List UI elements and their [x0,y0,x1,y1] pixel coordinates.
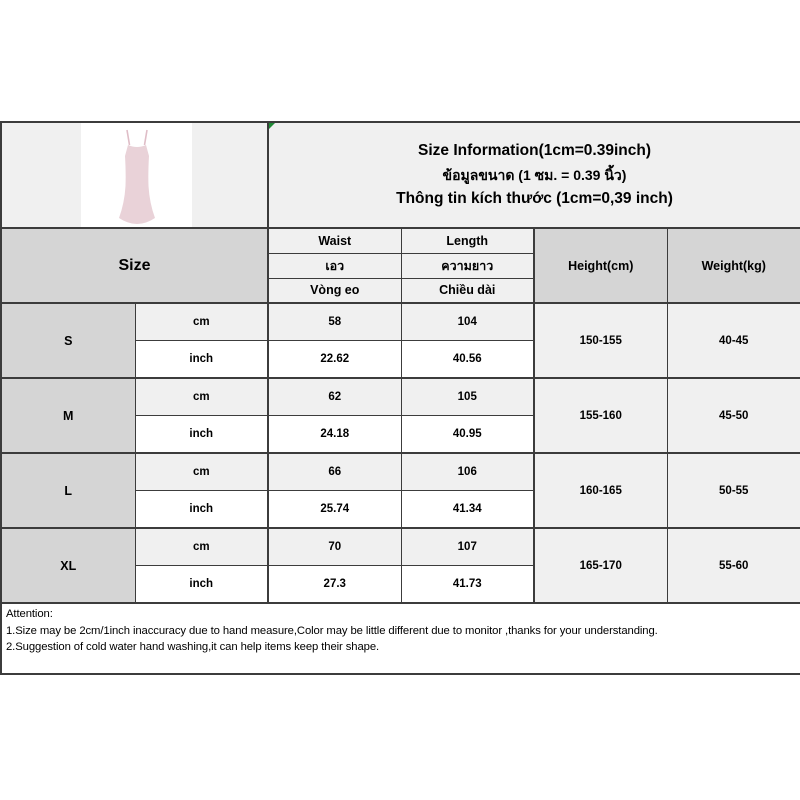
cell-m-unit-cm: cm [135,378,268,415]
cell-l-length-cm: 106 [401,453,534,490]
row-m-cm [1,378,800,415]
title-row [1,122,800,228]
header-size: Size [1,228,268,303]
cell-s-waist-cm: 58 [268,303,401,340]
cell-m-length-inch: 40.95 [401,415,534,453]
attention-row [1,603,800,674]
cell-m-weight: 45-50 [667,378,800,453]
cell-xl-unit-cm: cm [135,528,268,565]
header-length-th: ความยาว [401,253,534,278]
product-photo [81,123,192,228]
cell-m-length-cm: 105 [401,378,534,415]
product-photo-cell [1,122,268,228]
title-line-english: Size Information(1cm=0.39inch) [418,142,651,159]
header-waist-en: Waist [268,228,401,253]
cell-s-unit-inch: inch [135,340,268,378]
header-waist-th: เอว [268,253,401,278]
cell-m-unit-inch: inch [135,415,268,453]
cell-xl-height: 165-170 [534,528,667,603]
dress-left-strap [127,130,130,145]
dress-illustration [81,123,192,228]
dress-body [119,145,155,224]
cell-l-waist-inch: 25.74 [268,490,401,528]
dress-right-strap [145,130,148,145]
header-waist-vi: Vòng eo [268,278,401,303]
size-chart-table [0,121,800,675]
cell-xl-label: XL [1,528,135,603]
cell-xl-waist-inch: 27.3 [268,565,401,603]
title-line-thai: ข้อมูลขนาด (1 ซม. = 0.39 นิ้ว) [442,167,627,183]
cell-s-waist-inch: 22.62 [268,340,401,378]
cell-m-waist-cm: 62 [268,378,401,415]
cell-s-height: 150-155 [534,303,667,378]
attention-line-1: 1.Size may be 2cm/1inch inaccuracy due to hand measure,Color may be little different due to monitor ,thanks for your understanding. [6,624,658,637]
header-row-english [1,228,800,253]
cell-l-unit-inch: inch [135,490,268,528]
size-chart-sheet [0,121,800,675]
attention-heading: Attention: [6,608,53,620]
cell-s-unit-cm: cm [135,303,268,340]
header-length-en: Length [401,228,534,253]
cell-xl-length-inch: 41.73 [401,565,534,603]
header-height: Height(cm) [534,228,667,303]
cell-m-height: 155-160 [534,378,667,453]
cell-l-height: 160-165 [534,453,667,528]
cell-l-length-inch: 41.34 [401,490,534,528]
cell-m-label: M [1,378,135,453]
cell-l-label: L [1,453,135,528]
cell-xl-weight: 55-60 [667,528,800,603]
cell-l-waist-cm: 66 [268,453,401,490]
cell-corner-marker-icon [269,123,275,129]
attention-cell [1,603,800,674]
cell-m-waist-inch: 24.18 [268,415,401,453]
cell-l-weight: 50-55 [667,453,800,528]
cell-s-weight: 40-45 [667,303,800,378]
cell-s-length-inch: 40.56 [401,340,534,378]
attention-line-2: 2.Suggestion of cold water hand washing,it can help items keep their shape. [6,641,380,653]
row-xl-cm [1,528,800,565]
title-cell [268,122,800,228]
cell-s-label: S [1,303,135,378]
cell-l-unit-cm: cm [135,453,268,490]
cell-s-length-cm: 104 [401,303,534,340]
cell-xl-unit-inch: inch [135,565,268,603]
header-weight: Weight(kg) [667,228,800,303]
cell-xl-waist-cm: 70 [268,528,401,565]
cell-xl-length-cm: 107 [401,528,534,565]
row-l-cm [1,453,800,490]
title-line-vietnamese: Thông tin kích thước (1cm=0,39 inch) [396,190,673,207]
row-s-cm [1,303,800,340]
header-length-vi: Chiều dài [401,278,534,303]
